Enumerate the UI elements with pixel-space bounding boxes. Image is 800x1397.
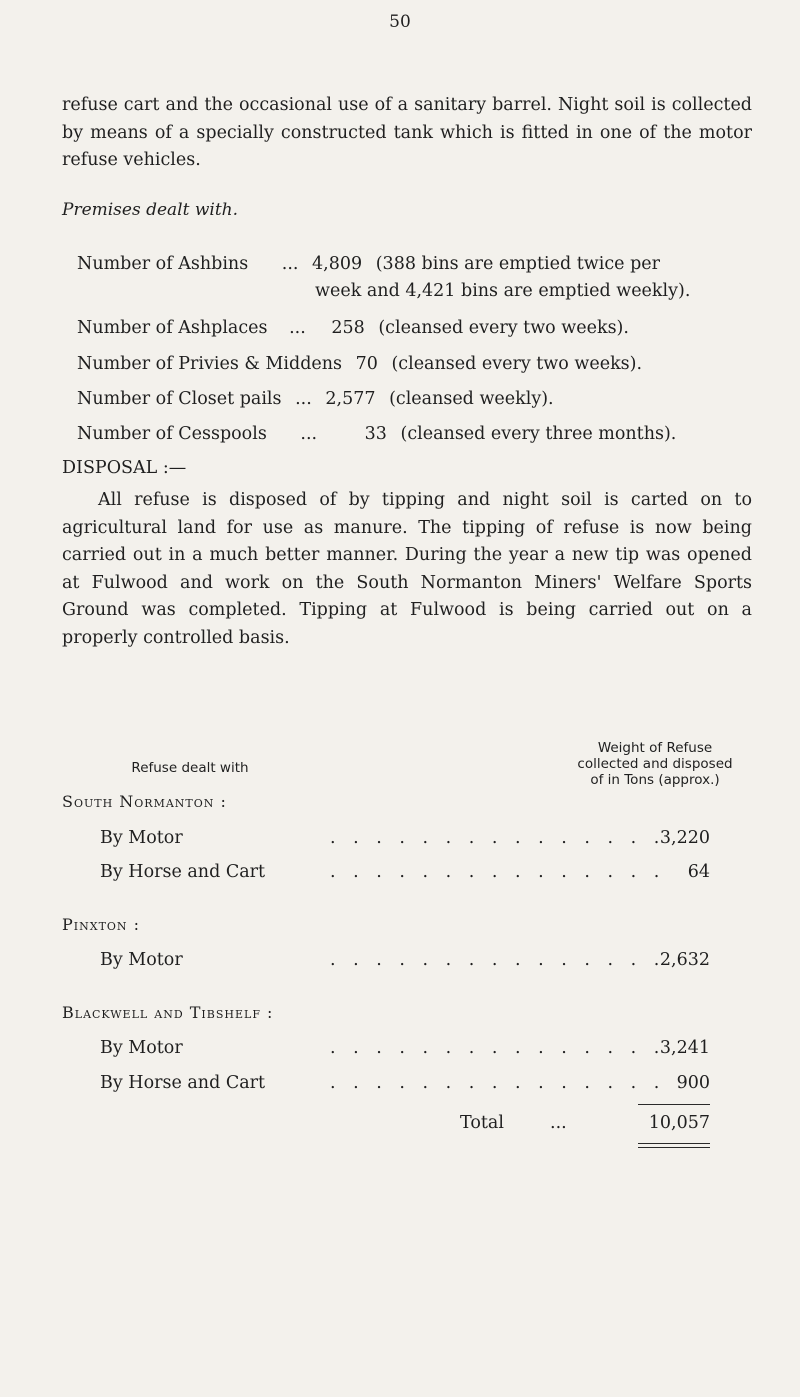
table-right-header <box>540 740 770 788</box>
table-left-header: Refuse dealt with <box>131 760 249 776</box>
premise-dots: ... <box>281 254 299 274</box>
table-row-leader: . . . . . . . . . . . . . . . <box>330 950 666 970</box>
table-row-value: 3,220 <box>659 828 710 848</box>
intro-line: of the motor refuse vehicles. <box>62 122 752 170</box>
premise-label: Number of Ashplaces <box>77 318 268 338</box>
table-row-leader: . . . . . . . . . . . . . . . <box>330 828 666 848</box>
premise-value: 70 <box>355 354 378 374</box>
table-row-leader: . . . . . . . . . . . . . . . <box>330 1073 666 1093</box>
premise-note: week and 4,421 bins are emptied weekly). <box>315 281 691 301</box>
premise-row <box>77 389 554 409</box>
disposal-line: tip was opened at Fulwood and work on the South Normanton Miners' <box>62 545 752 593</box>
disposal-paragraph <box>62 487 752 652</box>
disposal-line: Welfare Sports Ground was completed. Tipping at Fulwood is being <box>62 572 752 620</box>
table-right-header-line: Weight of Refuse <box>597 740 713 756</box>
premise-row <box>77 254 660 274</box>
premise-value: 4,809 <box>312 254 363 274</box>
table-section-heading: South Normanton : <box>62 792 227 811</box>
premise-value: 258 <box>331 318 365 338</box>
disposal-line: carried out on a properly controlled basis. <box>62 600 752 648</box>
table-row-label: By Horse and Cart <box>100 862 266 882</box>
intro-line: refuse cart and the occasional use of a sanitary barrel. Night soil is <box>62 95 666 115</box>
premise-row <box>77 424 676 444</box>
table-row-value: 64 <box>687 862 710 882</box>
table-total-dots: ... <box>550 1113 567 1133</box>
total-rule <box>638 1104 710 1105</box>
table-right-header-line: collected and disposed <box>577 756 733 772</box>
total-double-rule-bottom <box>638 1147 710 1148</box>
premise-label: Number of Privies & Middens <box>77 354 343 374</box>
disposal-line: All refuse is disposed of by tipping and night soil is carted on to <box>98 490 752 510</box>
table-total-label: Total <box>460 1113 504 1133</box>
premise-row <box>315 281 690 301</box>
table-row-leader: . . . . . . . . . . . . . . . <box>330 1038 666 1058</box>
premise-note: (cleansed weekly). <box>389 389 554 409</box>
table-section-heading: Pinxton : <box>62 915 141 934</box>
disposal-heading: DISPOSAL :— <box>62 458 187 478</box>
premise-dots: ... <box>295 389 312 409</box>
premise-dots: ... <box>300 424 318 444</box>
table-section-heading: Blackwell and Tibshelf : <box>62 1003 274 1022</box>
intro-line: collected by means of a specially constructed tank which is fitted in one <box>62 95 752 143</box>
total-double-rule-top <box>638 1143 710 1144</box>
premise-value: 2,577 <box>325 389 376 409</box>
premise-row <box>77 318 629 338</box>
premise-note: (388 bins are emptied twice per <box>375 254 661 274</box>
table-row-leader: . . . . . . . . . . . . . . . <box>330 862 666 882</box>
premise-dots: ... <box>289 318 306 338</box>
table-row-value: 900 <box>676 1073 710 1093</box>
table-row-value: 3,241 <box>659 1038 710 1058</box>
premise-row <box>77 354 642 374</box>
table-row-value: 2,632 <box>659 950 710 970</box>
table-row-label: By Motor <box>100 1038 183 1058</box>
premises-heading: Premises dealt with. <box>62 200 239 220</box>
intro-paragraph <box>62 92 752 175</box>
disposal-line: being carried out in a much better manner. During the year a new <box>62 517 752 565</box>
table-row-label: By Motor <box>100 950 183 970</box>
premise-value: 33 <box>364 424 387 444</box>
table-row-label: By Horse and Cart <box>100 1073 266 1093</box>
premise-label: Number of Closet pails <box>77 389 282 409</box>
premise-note: (cleansed every two weeks). <box>391 354 643 374</box>
disposal-line: agricultural land for use as manure. The tipping of refuse is now <box>62 517 692 538</box>
premise-label: Number of Ashbins <box>77 254 249 274</box>
page-number: 50 <box>389 12 411 32</box>
premise-label: Number of Cesspools <box>77 424 267 444</box>
table-right-header-line: of in Tons (approx.) <box>590 772 720 788</box>
table-row-label: By Motor <box>100 828 183 848</box>
premise-note: (cleansed every three months). <box>400 424 677 444</box>
premise-note: (cleansed every two weeks). <box>378 318 629 338</box>
table-total-value: 10,057 <box>648 1113 710 1133</box>
